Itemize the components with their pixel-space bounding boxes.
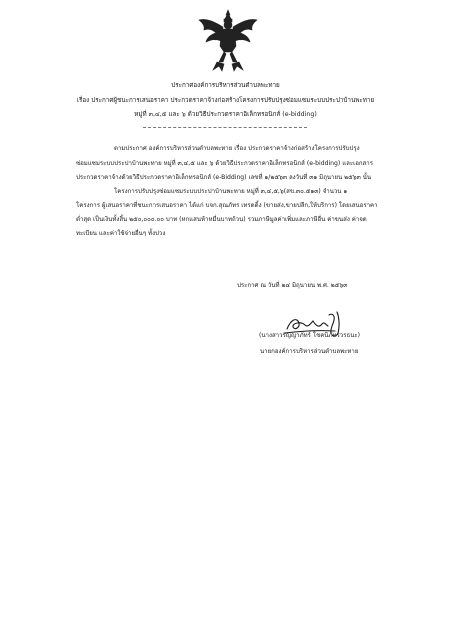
announcement-subject: เรื่อง ประกาศผู้ชนะการเสนอราคา ประกวดราคาจ้างก่อสร้างโครงการปรับปรุงซ่อมแซมระบบประปาบ้านพะทาย	[76, 97, 375, 104]
signer-name: (นางสาวรัญญาภัทร์ โชคนิภัทรวรธนะ)	[259, 332, 361, 339]
paragraph-2-line-4: ทะเบียน และค่าใช้จ่ายอื่นๆ ทั้งปวง	[76, 230, 166, 237]
signer-position: นายกองค์การบริหารส่วนตำบลพะทาย	[260, 348, 359, 355]
paragraph-1-line-2: ซ่อมแซมระบบประปาบ้านพะทาย หมู่ที่ ๓,๔,๕ และ ๖ ด้วยวิธีประกวดราคาอิเล็กทรอนิกส์ (e-bidding) และเอกสาร	[76, 160, 373, 167]
announcement-subject-continued: หมู่ที่ ๓,๔,๕ และ ๖ ด้วยวิธีประกวดราคาอิเล็กทรอนิกส์ (e-bidding)	[134, 111, 317, 118]
paragraph-2-line-1: โครงการปรับปรุงซ่อมแซมระบบประปาบ้านพะทาย หมู่ที่ ๓,๔,๕,๖(สข.๓๐.๕๑๓) จำนวน ๑	[114, 188, 348, 195]
paragraph-2-line-2: โครงการ ผู้เสนอราคาที่ชนะการเสนอราคา ได้แก่ บจก.สุณภัทร เทรดดิ้ง (ขายส่ง,ขายปลีก,ให้บริการ) โดยเสนอราคา	[76, 202, 378, 209]
organization-title: ประกาศองค์การบริหารส่วนตำบลพะทาย	[171, 82, 280, 89]
paragraph-1-line-3: ประกวดราคาจ้างด้วยวิธีประกวดราคาอิเล็กทรอนิกส์ (e-Bidding) เลขที่ ๑/๒๕๖๓ ลงวันที่ ๓๑ มิถุนายน ๒๕๖๓ นั้น	[76, 174, 372, 181]
paragraph-2-line-3: ต่ำสุด เป็นเงินทั้งสิ้น ๒๕๐,๐๐๐.๐๐ บาท (หกแสนห้าหมื่นบาทถ้วน) รวมภาษีมูลค่าเพิ่มและภาษีอื่น ค่าขนส่ง ค่าจด	[76, 216, 367, 223]
announcement-date: ประกาศ ณ วันที่ ๒๔ มิถุนายน พ.ศ. ๒๕๖๓	[237, 282, 348, 289]
separator-line	[143, 127, 307, 128]
garuda-emblem-icon	[195, 8, 261, 74]
paragraph-1-line-1: ตามประกาศ องค์การบริหารส่วนตำบลพะทาย เรื่อง ประกวดราคาจ้างก่อสร้างโครงการปรับปรุง	[114, 145, 360, 152]
